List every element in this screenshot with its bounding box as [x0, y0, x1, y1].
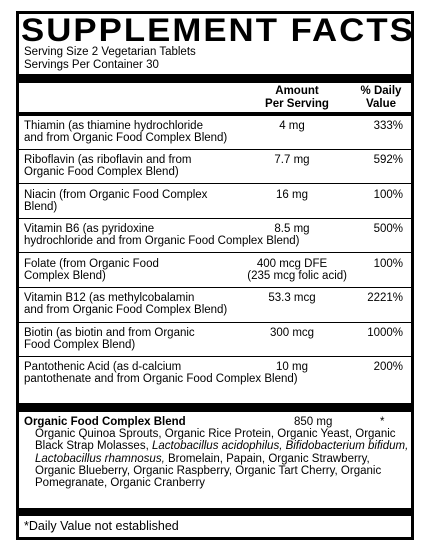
nutrient-name-line1: Thiamin (as thiamine hydrochloride [24, 120, 203, 132]
nutrient-daily-value: 500% [373, 223, 403, 235]
thick-divider-bottom [19, 508, 411, 516]
row-divider [19, 356, 411, 357]
nutrient-name-line2: Complex Blend) [24, 270, 106, 282]
proprietary-blend [24, 416, 410, 489]
blend-name: Organic Food Complex Blend [24, 416, 186, 428]
daily-value-header [353, 85, 409, 110]
row-divider [19, 252, 411, 253]
amount-header-line2: Per Serving [265, 97, 329, 110]
nutrient-amount: 16 mg [276, 189, 308, 201]
row-divider [19, 149, 411, 150]
nutrient-name-line2: Blend) [24, 201, 58, 213]
serving-size: Serving Size 2 Vegetarian Tablets [24, 46, 196, 58]
nutrient-name-line2: and from Organic Food Complex Blend) [24, 304, 228, 316]
blend-amount: 850 mg [294, 416, 333, 428]
ingredients-probiotics: Lactobacillus acidophilus, Bifidobacterium bifidum, Lactobacillus rhamnosus, [35, 440, 409, 465]
nutrient-amount: 300 mcg [269, 327, 315, 339]
nutrient-amount: 10 mg [276, 361, 308, 373]
nutrient-amount: 53.3 mcg [268, 292, 316, 304]
blend-daily-value: * [380, 416, 385, 428]
nutrient-daily-value: 100% [373, 258, 403, 270]
nutrient-amount-subtext: (235 mcg folic acid) [247, 270, 347, 282]
nutrient-name-line2: Food Complex Blend) [24, 339, 136, 351]
blend-ingredients [24, 428, 410, 489]
nutrient-name-line1: Vitamin B6 (as pyridoxine [24, 223, 155, 235]
dv-header-line1: % Daily [360, 85, 402, 97]
amount-header-line1: Amount [275, 85, 319, 97]
nutrient-daily-value: 333% [373, 120, 403, 132]
header-divider [19, 112, 411, 116]
nutrient-daily-value: 592% [373, 154, 403, 166]
nutrient-amount: 7.7 mg [274, 154, 310, 166]
dv-header-line2: Value [365, 97, 397, 110]
nutrient-name-line2: hydrochloride and from Organic Food Complex Blend) [24, 235, 300, 247]
thick-divider-blend [19, 403, 411, 412]
panel-title: SUPPLEMENT FACTS [21, 12, 415, 48]
row-divider [19, 287, 411, 288]
row-divider [19, 322, 411, 323]
supplement-facts-panel [16, 11, 414, 540]
ingredients-part1: Organic Quinoa Sprouts, Organic Rice Protein, Organic Yeast, Organic Black Strap Molasses, [35, 428, 396, 453]
ingredients-part2: Bromelain, Papain, Organic Strawberry, Organic Blueberry, Organic Raspberry, Organic Tart Cherry, Organic Pomegranate, Organic Cranberry [35, 452, 382, 490]
nutrient-amount: 8.5 mg [274, 223, 310, 235]
nutrient-name-line1: Riboflavin (as riboflavin and from [24, 154, 192, 166]
row-divider [19, 218, 411, 219]
nutrient-amount: 400 mcg DFE [256, 258, 328, 270]
nutrient-name-line1: Biotin (as biotin and from Organic [24, 327, 195, 339]
nutrient-amount: 4 mg [279, 120, 305, 132]
nutrient-name-line2: pantothenate and from Organic Food Complex Blend) [24, 373, 298, 385]
amount-header [247, 85, 347, 110]
nutrient-name-line1: Folate (from Organic Food [24, 258, 159, 270]
nutrient-daily-value: 1000% [367, 327, 403, 339]
nutrient-daily-value: 100% [373, 189, 403, 201]
nutrient-name-line1: Pantothenic Acid (as d-calcium [24, 361, 182, 373]
nutrient-name-line2: and from Organic Food Complex Blend) [24, 132, 228, 144]
row-divider [19, 183, 411, 184]
nutrient-name-line1: Vitamin B12 (as methylcobalamin [24, 292, 195, 304]
nutrient-name-line2: Organic Food Complex Blend) [24, 166, 179, 178]
footnote: *Daily Value not established [24, 519, 179, 533]
nutrient-name-line1: Niacin (from Organic Food Complex [24, 189, 208, 201]
nutrient-daily-value: 200% [373, 361, 403, 373]
servings-per-container: Servings Per Container 30 [24, 59, 159, 71]
nutrient-daily-value: 2221% [367, 292, 403, 304]
thick-divider-top [19, 74, 411, 83]
